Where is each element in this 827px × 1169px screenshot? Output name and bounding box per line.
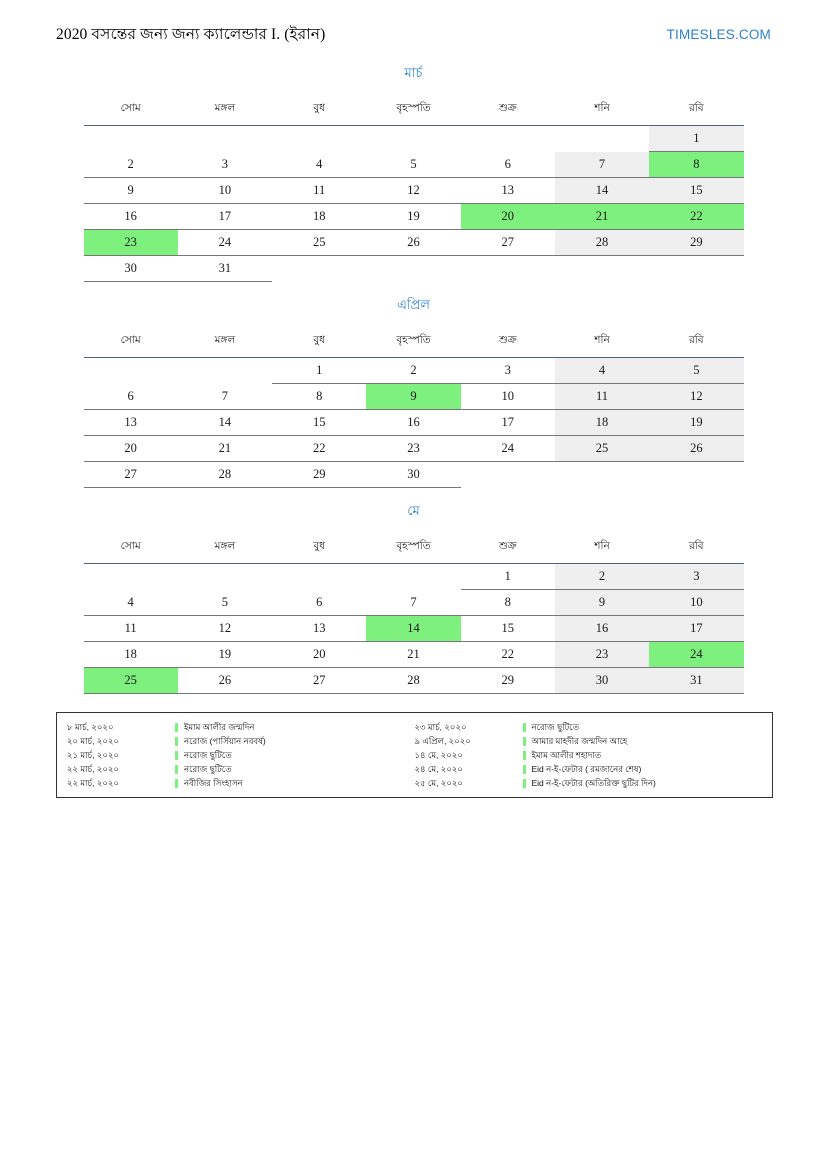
day-cell[interactable]: 2 xyxy=(366,358,460,384)
legend-box xyxy=(56,712,773,798)
legend-item-date: ১৪ মে, ২০২০ xyxy=(414,750,463,760)
weekday-header-row xyxy=(84,535,744,564)
legend-color-swatch xyxy=(523,765,526,774)
day-cell[interactable]: 2 xyxy=(555,564,649,590)
month-block xyxy=(56,64,771,282)
legend-item-label: ইমাম আলীর জন্মদিন xyxy=(184,722,255,732)
weekday-header: সোম xyxy=(84,97,178,126)
month-table xyxy=(84,535,744,694)
day-cell[interactable]: 10 xyxy=(461,384,555,410)
day-cell[interactable]: 15 xyxy=(649,178,743,204)
weekday-header: বুধ xyxy=(272,535,366,564)
legend-item xyxy=(67,763,415,775)
day-cell[interactable]: 8 xyxy=(272,384,366,410)
day-cell[interactable]: 2 xyxy=(84,152,178,178)
legend-item xyxy=(67,777,415,789)
day-cell[interactable]: 17 xyxy=(649,616,743,642)
weekday-header: মঙ্গল xyxy=(178,535,272,564)
day-cell[interactable]: 13 xyxy=(272,616,366,642)
legend-item-date: ২৩ মার্চ, ২০২০ xyxy=(414,722,467,732)
weekday-header: সোম xyxy=(84,535,178,564)
legend-color-swatch xyxy=(175,751,178,760)
day-cell-empty xyxy=(366,564,460,590)
month-name: এপ্রিল xyxy=(397,297,430,312)
day-cell[interactable]: 25 xyxy=(272,230,366,256)
day-cell-empty xyxy=(555,126,649,152)
legend-item xyxy=(415,763,763,775)
day-cell[interactable]: 13 xyxy=(461,178,555,204)
day-cell[interactable]: 18 xyxy=(555,410,649,436)
day-cell-empty xyxy=(555,256,649,282)
day-cell[interactable]: 30 xyxy=(366,462,460,488)
day-cell[interactable]: 25 xyxy=(555,436,649,462)
day-cell[interactable]: 19 xyxy=(649,410,743,436)
day-cell[interactable]: 30 xyxy=(84,256,178,282)
weekday-header: শুক্র xyxy=(461,535,555,564)
day-cell[interactable]: 20 xyxy=(272,642,366,668)
week-row xyxy=(84,462,744,488)
week-row xyxy=(84,436,744,462)
weekday-header: শুক্র xyxy=(461,97,555,126)
day-cell-holiday[interactable]: 25 xyxy=(84,668,178,694)
day-cell[interactable]: 4 xyxy=(84,590,178,616)
day-cell[interactable]: 3 xyxy=(461,358,555,384)
legend-item-label: Eid ন-ই-ফেটার (অতিরিক্ত ছুটির দিন) xyxy=(531,778,656,788)
day-cell[interactable]: 15 xyxy=(461,616,555,642)
day-cell[interactable]: 24 xyxy=(178,230,272,256)
legend-color-swatch xyxy=(175,765,178,774)
weekday-header: শুক্র xyxy=(461,329,555,358)
legend-item xyxy=(415,735,763,747)
week-row xyxy=(84,256,744,282)
day-cell[interactable]: 13 xyxy=(84,410,178,436)
legend-item-date: ২১ মার্চ, ২০২০ xyxy=(67,750,120,760)
day-cell[interactable]: 12 xyxy=(649,384,743,410)
weekday-header: বৃহস্পতি xyxy=(366,535,460,564)
day-cell[interactable]: 10 xyxy=(649,590,743,616)
legend-item-label: নরোজ ছুটিতে xyxy=(184,764,232,774)
week-row xyxy=(84,616,744,642)
week-row xyxy=(84,668,744,694)
legend-item-date: ৯ এপ্রিল, ২০২০ xyxy=(414,736,471,746)
day-cell[interactable]: 26 xyxy=(178,668,272,694)
week-row xyxy=(84,230,744,256)
day-cell-empty xyxy=(461,462,555,488)
day-cell[interactable]: 6 xyxy=(461,152,555,178)
day-cell[interactable]: 1 xyxy=(461,564,555,590)
legend-item-label: Eid ন-ই-ফেটার ( রমজানের শেষ) xyxy=(531,764,642,774)
legend-item-date: ২২ মার্চ, ২০২০ xyxy=(67,764,120,774)
legend-color-swatch xyxy=(523,723,526,732)
day-cell[interactable]: 27 xyxy=(84,462,178,488)
legend-item-label: আমার মাহদীর জন্মদিন আহে xyxy=(531,736,628,746)
day-cell[interactable]: 18 xyxy=(272,204,366,230)
day-cell-holiday[interactable]: 9 xyxy=(366,384,460,410)
day-cell[interactable]: 16 xyxy=(555,616,649,642)
month-name: মে xyxy=(407,503,420,518)
day-cell[interactable]: 28 xyxy=(366,668,460,694)
day-cell[interactable]: 4 xyxy=(555,358,649,384)
week-row xyxy=(84,178,744,204)
day-cell[interactable]: 8 xyxy=(461,590,555,616)
day-cell[interactable]: 23 xyxy=(555,642,649,668)
day-cell[interactable]: 6 xyxy=(84,384,178,410)
day-cell[interactable]: 3 xyxy=(178,152,272,178)
day-cell[interactable]: 23 xyxy=(366,436,460,462)
day-cell[interactable]: 5 xyxy=(366,152,460,178)
day-cell[interactable]: 29 xyxy=(649,230,743,256)
week-row xyxy=(84,642,744,668)
legend-item-label: নরোজ ছুটিতে xyxy=(184,750,232,760)
day-cell[interactable]: 10 xyxy=(178,178,272,204)
day-cell[interactable]: 12 xyxy=(178,616,272,642)
day-cell[interactable]: 29 xyxy=(461,668,555,694)
day-cell[interactable]: 19 xyxy=(178,642,272,668)
weekday-header: রবি xyxy=(649,535,743,564)
day-cell[interactable]: 28 xyxy=(178,462,272,488)
week-row xyxy=(84,152,744,178)
page-header xyxy=(56,22,771,48)
weekday-header: বৃহস্পতি xyxy=(366,97,460,126)
day-cell[interactable]: 16 xyxy=(84,204,178,230)
day-cell-empty xyxy=(649,462,743,488)
legend-color-swatch xyxy=(175,737,178,746)
week-row xyxy=(84,358,744,384)
day-cell[interactable]: 3 xyxy=(649,564,743,590)
month-table xyxy=(84,97,744,282)
weekday-header: মঙ্গল xyxy=(178,97,272,126)
weekday-header: রবি xyxy=(649,97,743,126)
week-row xyxy=(84,590,744,616)
day-cell[interactable]: 19 xyxy=(366,204,460,230)
day-cell[interactable]: 6 xyxy=(272,590,366,616)
day-cell-holiday[interactable]: 23 xyxy=(84,230,178,256)
weekday-header: শনি xyxy=(555,329,649,358)
legend-item-date: ২০ মার্চ, ২০২০ xyxy=(67,736,120,746)
day-cell[interactable]: 16 xyxy=(366,410,460,436)
day-cell[interactable]: 30 xyxy=(555,668,649,694)
weekday-header: বুধ xyxy=(272,97,366,126)
day-cell-holiday[interactable]: 20 xyxy=(461,204,555,230)
day-cell[interactable]: 14 xyxy=(555,178,649,204)
weekday-header-row xyxy=(84,97,744,126)
legend-color-swatch xyxy=(523,751,526,760)
day-cell-empty xyxy=(461,126,555,152)
day-cell[interactable]: 1 xyxy=(649,126,743,152)
day-cell-holiday[interactable]: 8 xyxy=(649,152,743,178)
day-cell-empty xyxy=(178,358,272,384)
legend-item xyxy=(415,777,763,789)
legend-color-swatch xyxy=(523,737,526,746)
weekday-header: বৃহস্পতি xyxy=(366,329,460,358)
day-cell[interactable]: 9 xyxy=(84,178,178,204)
months-container xyxy=(56,64,771,694)
day-cell-holiday[interactable]: 24 xyxy=(649,642,743,668)
month-name: মার্চ xyxy=(404,65,423,80)
legend-item-label: নরোজ (পার্সিয়ান নববর্ষ) xyxy=(184,736,266,746)
weekday-header: রবি xyxy=(649,329,743,358)
week-row xyxy=(84,410,744,436)
weekday-header: সোম xyxy=(84,329,178,358)
legend-item-date: ২৫ মে, ২০২০ xyxy=(414,778,463,788)
day-cell[interactable]: 26 xyxy=(649,436,743,462)
legend-color-swatch xyxy=(523,779,526,788)
day-cell[interactable]: 17 xyxy=(178,204,272,230)
day-cell[interactable]: 27 xyxy=(461,230,555,256)
day-cell-empty xyxy=(84,564,178,590)
day-cell[interactable]: 14 xyxy=(178,410,272,436)
day-cell[interactable]: 18 xyxy=(84,642,178,668)
day-cell-empty xyxy=(555,462,649,488)
month-block xyxy=(56,502,771,694)
day-cell-empty xyxy=(272,564,366,590)
day-cell[interactable]: 7 xyxy=(178,384,272,410)
page-title: 2020 বসন্তের জন্য জন্য ক্যালেন্ডার I. (ইরান) xyxy=(56,26,326,43)
day-cell-empty xyxy=(84,126,178,152)
legend-item-date: ৮ মার্চ, ২০২০ xyxy=(67,722,114,732)
day-cell[interactable]: 9 xyxy=(555,590,649,616)
legend-column-left xyxy=(67,721,415,789)
day-cell[interactable]: 27 xyxy=(272,668,366,694)
weekday-header: শনি xyxy=(555,535,649,564)
day-cell[interactable]: 31 xyxy=(178,256,272,282)
day-cell[interactable]: 28 xyxy=(555,230,649,256)
day-cell-empty xyxy=(272,126,366,152)
day-cell[interactable]: 21 xyxy=(366,642,460,668)
day-cell-holiday[interactable]: 22 xyxy=(649,204,743,230)
legend-item-date: ২৪ মে, ২০২০ xyxy=(414,764,463,774)
day-cell[interactable]: 11 xyxy=(272,178,366,204)
day-cell-empty xyxy=(178,126,272,152)
legend-item-label: নরোজ ছুটিতে xyxy=(531,722,580,732)
day-cell[interactable]: 5 xyxy=(178,590,272,616)
day-cell[interactable]: 17 xyxy=(461,410,555,436)
day-cell[interactable]: 4 xyxy=(272,152,366,178)
week-row xyxy=(84,564,744,590)
legend-color-swatch xyxy=(175,779,178,788)
weekday-header: মঙ্গল xyxy=(178,329,272,358)
legend-color-swatch xyxy=(175,723,178,732)
day-cell[interactable]: 11 xyxy=(555,384,649,410)
day-cell[interactable]: 1 xyxy=(272,358,366,384)
day-cell-empty xyxy=(366,256,460,282)
legend-item-label: নবীজির সিংহাসন xyxy=(184,778,243,788)
legend-column-right xyxy=(415,721,763,789)
day-cell[interactable]: 22 xyxy=(461,642,555,668)
day-cell-holiday[interactable]: 21 xyxy=(555,204,649,230)
day-cell[interactable]: 22 xyxy=(272,436,366,462)
week-row xyxy=(84,126,744,152)
day-cell[interactable]: 24 xyxy=(461,436,555,462)
day-cell[interactable]: 11 xyxy=(84,616,178,642)
day-cell[interactable]: 21 xyxy=(178,436,272,462)
day-cell[interactable]: 31 xyxy=(649,668,743,694)
weekday-header: শনি xyxy=(555,97,649,126)
legend-item xyxy=(67,735,415,747)
day-cell[interactable]: 20 xyxy=(84,436,178,462)
day-cell-empty xyxy=(461,256,555,282)
day-cell-empty xyxy=(366,126,460,152)
day-cell[interactable]: 7 xyxy=(555,152,649,178)
week-row xyxy=(84,384,744,410)
day-cell-empty xyxy=(84,358,178,384)
weekday-header: বুধ xyxy=(272,329,366,358)
legend-item-date: ২২ মার্চ, ২০২০ xyxy=(67,778,120,788)
site-brand[interactable]: TIMESLES.COM xyxy=(666,27,771,42)
day-cell[interactable]: 7 xyxy=(366,590,460,616)
month-block xyxy=(56,296,771,488)
day-cell[interactable]: 29 xyxy=(272,462,366,488)
legend-item xyxy=(415,721,763,733)
day-cell[interactable]: 15 xyxy=(272,410,366,436)
day-cell-empty xyxy=(178,564,272,590)
day-cell-holiday[interactable]: 14 xyxy=(366,616,460,642)
day-cell-empty xyxy=(649,256,743,282)
day-cell[interactable]: 5 xyxy=(649,358,743,384)
day-cell[interactable]: 26 xyxy=(366,230,460,256)
week-row xyxy=(84,204,744,230)
legend-item xyxy=(67,721,415,733)
day-cell-empty xyxy=(272,256,366,282)
legend-item xyxy=(415,749,763,761)
month-table xyxy=(84,329,744,488)
day-cell[interactable]: 12 xyxy=(366,178,460,204)
legend-item-label: ইমাম আলীর শহাদাত xyxy=(531,750,602,760)
legend-item xyxy=(67,749,415,761)
weekday-header-row xyxy=(84,329,744,358)
